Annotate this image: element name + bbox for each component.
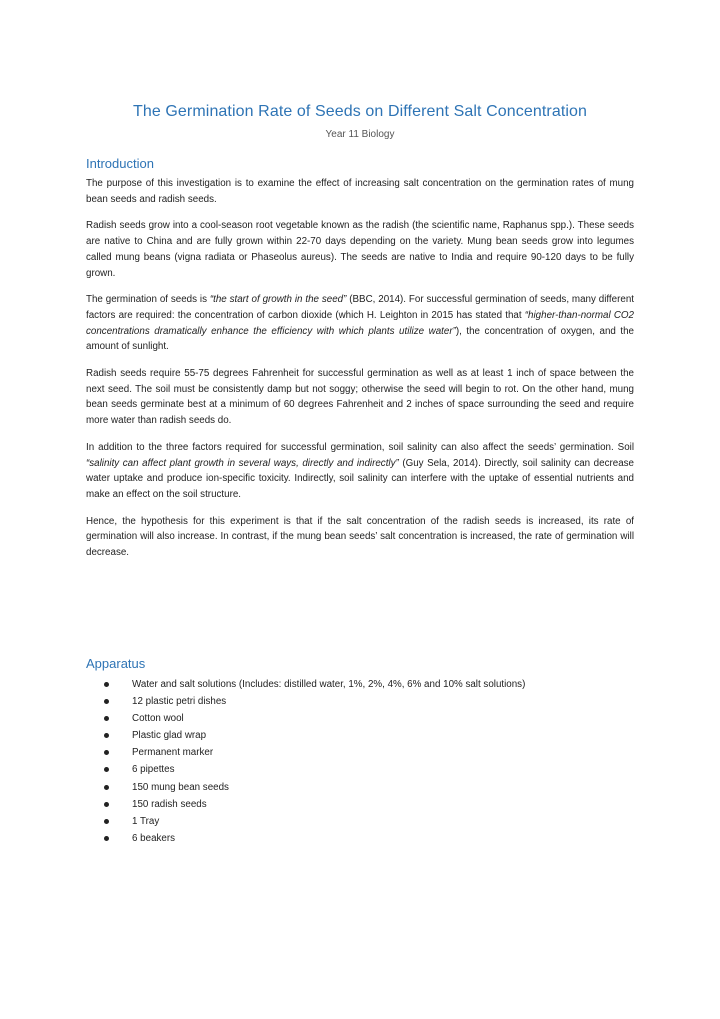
bullet-icon (104, 819, 109, 824)
list-item-text: 150 radish seeds (132, 798, 207, 810)
document-title: The Germination Rate of Seeds on Different Salt Concentration (132, 103, 588, 120)
intro-paragraph-2: Radish seeds grow into a cool-season root vegetable known as the radish (the scientific name, Raphanus spp.). These seeds are native to China and are fully grown within 22-70 days depending on the variety. Mung bean seeds grow into legumes called mung beans (vigna radiata or Phaseolus aureus). The seeds are native to India and require 90-120 days to be fully grown. (86, 220, 634, 279)
list-item (104, 796, 634, 813)
intro-p3-quote-1: “the start of growth in the seed” (209, 294, 347, 306)
intro-paragraph-6: Hence, the hypothesis for this experiment is that if the salt concentration of the radish seeds is increased, its rate of germination will also increase. In contrast, if the mung bean seeds’ salt concentration is increased, the rate of germination will decrease. (86, 515, 634, 559)
bullet-icon (104, 750, 109, 755)
list-item (104, 813, 634, 830)
intro-p5-quote: “salinity can affect plant growth in several ways, directly and indirectly” (86, 457, 399, 469)
list-item (104, 761, 634, 778)
list-item-text: 6 beakers (132, 832, 176, 844)
apparatus-section (86, 656, 634, 847)
bullet-icon (104, 802, 109, 807)
intro-p5-text-a: In addition to the three factors required for successful germination, soil salinity can also affect the seeds’ germination. Soil (86, 441, 634, 453)
list-item (104, 830, 634, 847)
list-item-text: 12 plastic petri dishes (132, 696, 227, 708)
apparatus-list (86, 676, 634, 847)
list-item (104, 779, 634, 796)
introduction-heading: Introduction (86, 156, 154, 171)
intro-paragraph-3 (86, 292, 634, 355)
apparatus-heading: Apparatus (86, 656, 146, 671)
intro-p5-text-b: (Guy Sela, 2014). Directly, soil salinity can decrease water uptake and produce ion-specific toxicity. Indirectly, soil salinity can interfere with the uptake of essential nutrients and make an effect on the soil structure. (86, 457, 634, 500)
list-item-text: Permanent marker (132, 747, 214, 759)
list-item-text: 150 mung bean seeds (132, 781, 229, 793)
list-item-text: Cotton wool (132, 713, 184, 725)
bullet-icon (104, 682, 109, 687)
bullet-icon (104, 767, 109, 772)
bullet-icon (104, 716, 109, 721)
introduction-section (86, 156, 634, 572)
list-item (104, 676, 634, 693)
intro-p3-text-c: ), the concentration of oxygen, and the amount of sunlight. (86, 325, 635, 353)
list-item-text: Water and salt solutions (Includes: distilled water, 1%, 2%, 4%, 6% and 10% salt solutions) (132, 679, 526, 690)
bullet-icon (104, 699, 109, 704)
intro-p3-text-b: (BBC, 2014). For successful germination of seeds, many different factors are required: the concentration of carbon dioxide (which H. Leighton in 2015 has stated that (86, 294, 634, 321)
list-item (104, 727, 634, 744)
intro-p3-text-a: The germination of seeds is (86, 294, 210, 306)
document-subtitle: Year 11 Biology (325, 129, 395, 140)
intro-paragraph-5 (86, 440, 634, 503)
list-item-text: 6 pipettes (132, 764, 175, 776)
bullet-icon (104, 836, 109, 841)
list-item (104, 710, 634, 727)
bullet-icon (104, 785, 109, 790)
bullet-icon (104, 733, 109, 738)
list-item-text: Plastic glad wrap (132, 730, 207, 742)
intro-p3-quote-2: “higher-than-normal CO2 concentrations dramatically enhance the efficiency with which plants utilize water” (86, 309, 634, 337)
list-item-text: 1 Tray (132, 815, 160, 827)
intro-paragraph-1: The purpose of this investigation is to examine the effect of increasing salt concentration on the germination rates of mung bean seeds and radish seeds. (86, 178, 634, 205)
list-item (104, 744, 634, 761)
list-item (104, 693, 634, 710)
intro-paragraph-4: Radish seeds require 55-75 degrees Fahrenheit for successful germination as well as at least 1 inch of space between the next seed. The soil must be consistently damp but not soggy; otherwise the seed will begin to rot. On the other hand, mung bean seeds germinate best at a minimum of 60 degrees Fahrenheit and 2 inches of space surrounding the seed and require more water than radish seeds do. (86, 368, 634, 427)
